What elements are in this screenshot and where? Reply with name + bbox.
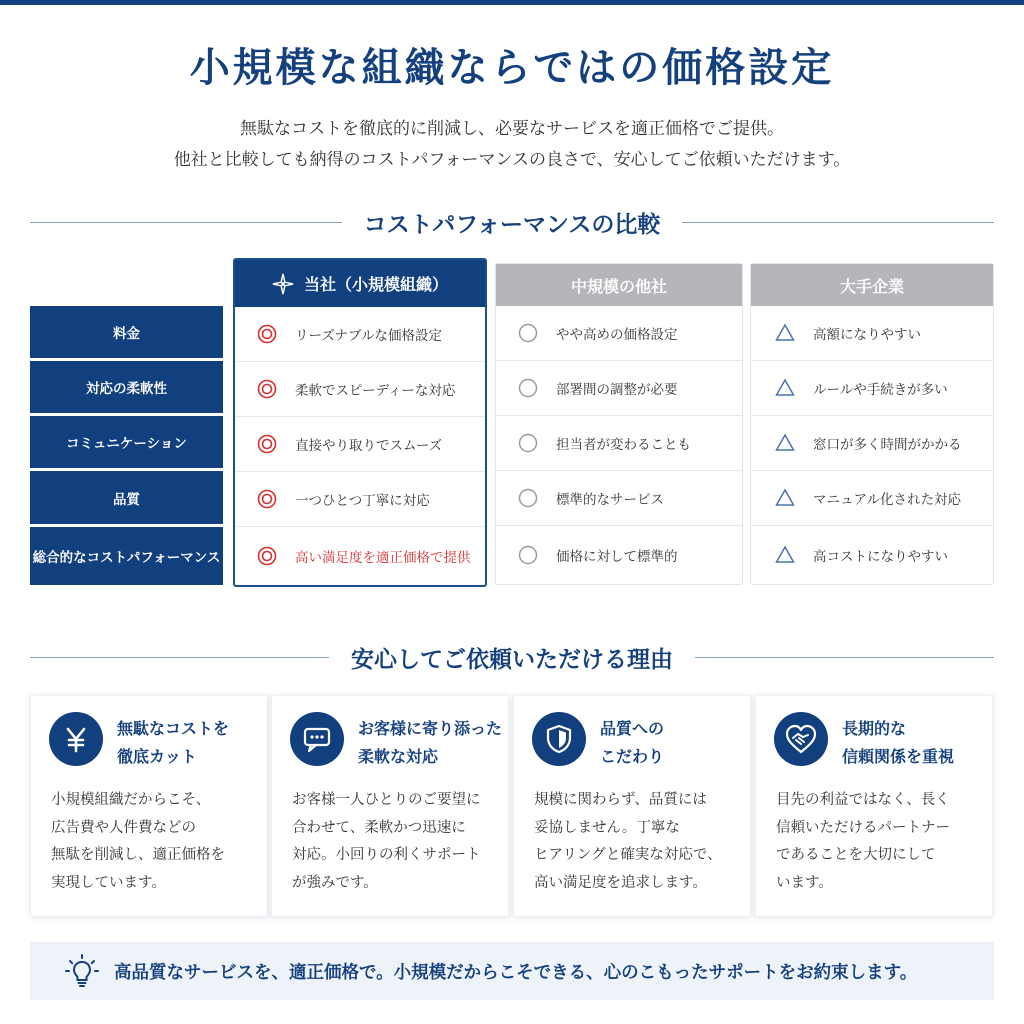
yen-icon [49,712,103,766]
heading-rule-right [695,657,994,658]
reason-body-line: 小規模組織だからこそ、 [51,792,211,808]
reason-body-line: 妥協しません。丁寧な [534,819,680,836]
reason-body-line: が強みです。 [292,874,378,891]
cell-mid-communication [496,416,742,471]
row-label-overall-cost-performance: 総合的なコストパフォーマンス [30,527,223,585]
reasons-heading-text: 安心してご依頼いただける理由 [351,645,673,673]
cell-ours-overall [235,527,485,585]
cell-text: 直接やり取りでスムーズ [295,438,443,454]
cell-ours-communication [235,417,485,472]
cell-large-overall [751,526,993,584]
cell-ours-price [235,307,485,362]
double-circle-icon [257,546,277,566]
cell-mid-quality [496,471,742,526]
reason-card-trust [755,695,993,917]
reason-body-line: ヒアリングと確実な対応で、 [534,847,722,863]
reason-card-cost [30,695,268,917]
heading-rule-left [30,657,329,658]
cell-text: 価格に対して標準的 [556,549,678,565]
cell-text: リーズナブルな価格設定 [295,328,443,344]
reason-body-line: 規模に関わらず、品質には [534,792,707,808]
reason-card-body [51,787,225,897]
heading-rule-right [682,222,994,223]
reason-card-title [600,715,664,771]
lightbulb-icon [64,953,100,989]
reason-card-title [358,715,502,771]
reason-body-line: 実現しています。 [51,874,166,891]
reason-title-line: 徹底カット [117,747,197,766]
double-circle-icon [257,489,277,509]
comparison-heading [30,207,994,237]
reason-title-line: お客様に寄り添った [358,719,503,738]
circle-icon [518,433,538,453]
cell-text: ルールや手続きが多い [813,382,948,398]
reason-card-title [842,715,954,771]
double-circle-icon [257,324,277,344]
circle-icon [518,488,538,508]
reason-card-body [534,787,722,897]
handshake-heart-icon [774,712,828,766]
cell-mid-overall [496,526,742,584]
cell-ours-flexibility [235,362,485,417]
column-header-mid-size: 中規模の他社 [496,264,742,306]
reason-title-line: 無駄なコストを [117,719,230,738]
triangle-icon [775,488,795,508]
column-ours-cells [235,307,485,585]
circle-icon [518,323,538,343]
cell-mid-price [496,306,742,361]
reason-body-line: 高い満足度を追求します。 [534,874,707,891]
reason-body-line: 対応。小回りの利くサポート [292,847,481,863]
reason-body-line: 広告費や人件費などの [51,819,196,836]
reason-body-line: お客様一人ひとりのご要望に [292,792,481,808]
reason-body-line: 合わせて、柔軟かつ迅速に [292,819,466,836]
cell-text: マニュアル化された対応 [813,492,961,508]
intro-line-1: 無駄なコストを徹底的に削減し、必要なサービスを適正価格でご提供。 [240,119,784,139]
reason-card-title [117,715,229,771]
cell-large-communication [751,416,993,471]
reason-body-line: 無駄を削減し、適正価格を [51,847,225,863]
cell-large-flexibility [751,361,993,416]
double-circle-icon [257,379,277,399]
triangle-icon [775,323,795,343]
comparison-heading-text: コストパフォーマンスの比較 [363,210,661,238]
sparkle-icon [272,273,294,295]
comparison-column-mid-size [495,263,743,585]
cell-text: 標準的なサービス [556,492,664,508]
cell-text: 高額になりやすい [813,327,921,343]
triangle-icon [775,433,795,453]
reason-card-body [292,787,481,897]
row-label-communication: コミュニケーション [30,416,223,468]
row-label-price: 料金 [30,306,223,358]
cell-large-price [751,306,993,361]
triangle-icon [775,545,795,565]
top-accent-bar [0,0,1024,5]
column-header-large-company: 大手企業 [751,264,993,306]
reason-card-flexible [271,695,509,917]
promise-banner [30,942,994,1000]
page-title: 小規模な組織ならではの価格設定 [189,44,835,91]
cell-text: 一つひとつ丁寧に対応 [295,493,430,509]
reason-body-line: います。 [776,874,833,891]
circle-icon [518,378,538,398]
chat-icon [290,712,344,766]
reasons-heading [30,642,994,672]
reason-body-line: 信頼いただけるパートナー [776,819,950,836]
row-label-flexibility: 対応の柔軟性 [30,361,223,413]
column-header-ours-label: 当社（小規模組織） [303,275,448,294]
comparison-column-ours [233,258,487,587]
comparison-column-large-company [750,263,994,585]
reason-title-line: 長期的な [842,719,907,738]
heading-rule-left [30,222,342,223]
reason-body-line: であることを大切にして [776,847,936,863]
cell-ours-quality [235,472,485,527]
triangle-icon [775,378,795,398]
cell-text: 部署間の調整が必要 [556,382,678,398]
cell-text: 窓口が多く時間がかかる [813,437,962,453]
reason-body-line: 目先の利益ではなく、長く [776,792,950,808]
reason-title-line: 柔軟な対応 [358,747,439,766]
cell-text-highlight: 高い満足度を適正価格で提供 [295,550,471,566]
row-label-quality: 品質 [30,471,223,524]
reason-title-line: こだわり [600,747,665,766]
circle-icon [518,545,538,565]
cell-large-quality [751,471,993,526]
cell-text: 高コストになりやすい [813,549,948,565]
promise-banner-text: 高品質なサービスを、適正価格で。小規模だからこそできる、心のこもったサポートをお約束します。 [114,962,918,983]
cell-mid-flexibility [496,361,742,416]
cell-text: 柔軟でスピーディーな対応 [295,383,456,399]
reason-card-body [776,787,950,897]
reason-title-line: 信頼関係を重視 [842,747,955,766]
shield-icon [532,712,586,766]
cell-text: 担当者が変わることも [556,437,691,453]
column-header-ours [235,260,485,307]
reason-title-line: 品質への [600,719,665,738]
double-circle-icon [257,434,277,454]
intro-line-2: 他社と比較しても納得のコストパフォーマンスの良さで、安心してご依頼いただけます。 [173,150,851,170]
cell-text: やや高めの価格設定 [556,327,678,343]
reason-card-quality [513,695,751,917]
